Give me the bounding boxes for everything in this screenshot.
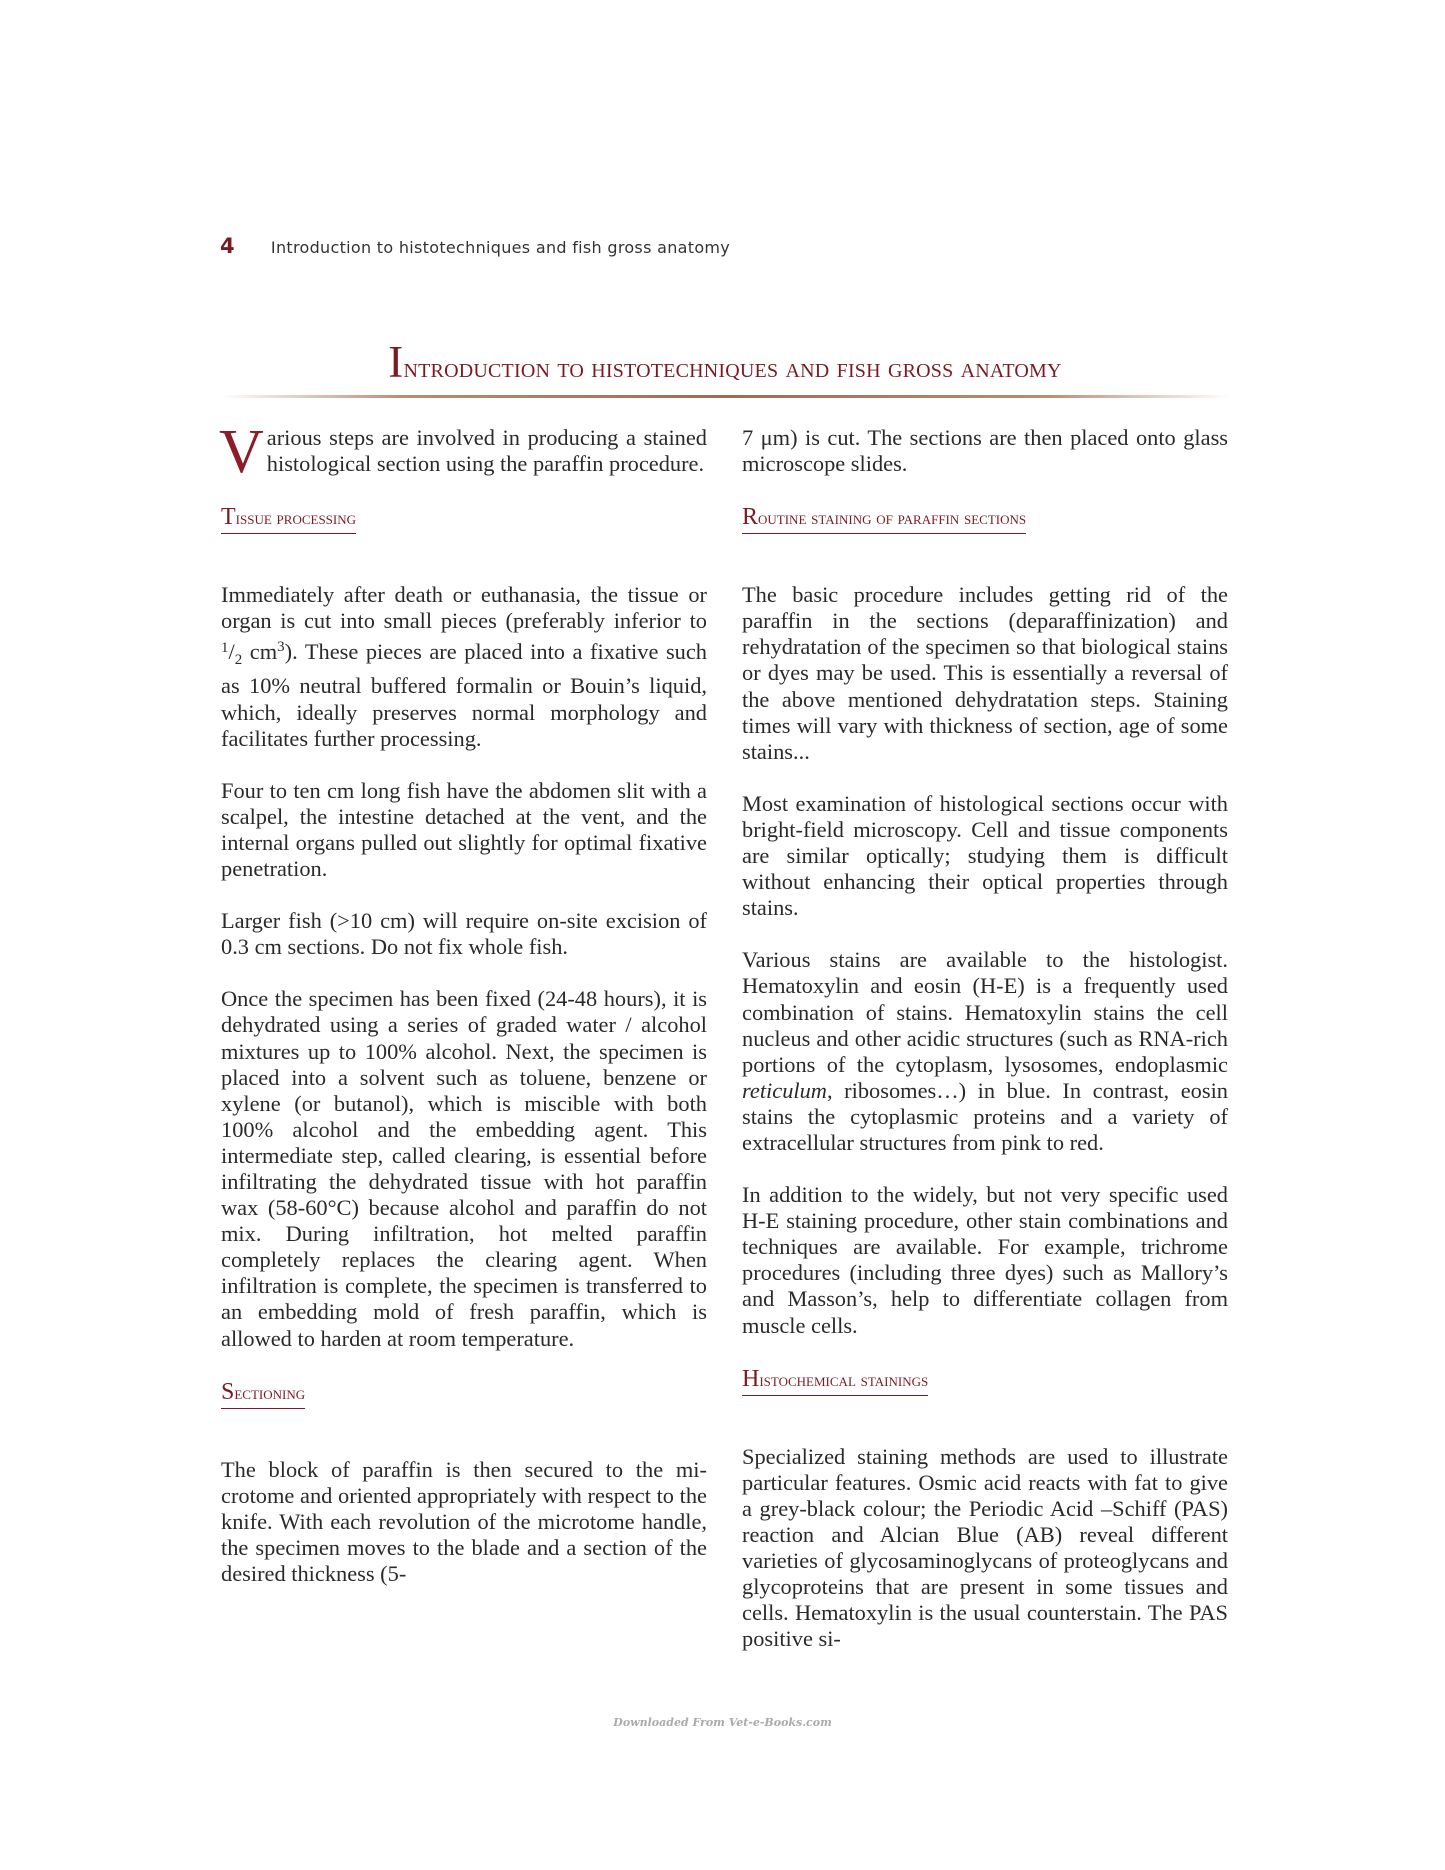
text-run: Immediately after death or euthanasia, the tissue or organ is cut into small pieces (preferably inferior to (221, 582, 707, 634)
paragraph-dehydration: Once the specimen has been fixed (24-48 hours), it is dehydrated using a series of graded water / alcohol mixtures up to 100% alcohol. Next, the specimen is placed into a solvent such as toluene, benzene or xylene (or butanol), which is miscible with both 100% alcohol and the embedding agent. This intermediate step, called clearing, is essential before infiltrating the dehydrated tissue with hot paraffin wax (58-60°C) because alcohol and paraffin do not mix. During infiltration, hot melted paraffin completely replaces the clearing agent. When infiltration is complete, the specimen is transferred to an embedding mold of fresh paraffin, which is allowed to harden at room temperature. (221, 986, 707, 1351)
unit: cm (242, 639, 278, 665)
heading-initial: T (221, 504, 236, 531)
text-run: Various stains are available to the histologist. Hematoxylin and eosin (H-E) is a frequently used combination of stains. Hematoxylin stains the cell nucleus and other acidic structures (such as RNA-rich portions of the cytoplasm, lysosomes, endoplasmic (742, 947, 1228, 1077)
fraction-slash: / (228, 639, 235, 665)
text-run: ). These pieces are placed into a fixative such as 10% neutral buffered formalin or Bouin’s liquid, which, ideally preserves normal morphology and facilitates further processing. (221, 639, 708, 751)
running-header (220, 234, 730, 258)
heading-histochemical-wrap (742, 1365, 1228, 1422)
chapter-title-initial: I (388, 337, 404, 387)
heading-initial: S (221, 1378, 235, 1405)
heading-tissue-processing-wrap (221, 503, 707, 560)
paragraph-deparaffinization: The basic procedure includes getting rid of the paraffin in the sections (deparaffinization) and rehydratation of the specimen so that biological stains or dyes may be used. This is essentially a reversal of the above mentioned dehydratation steps. Staining times will vary with thickness of section, age of some stains... (742, 582, 1228, 764)
fraction-numerator: 1 (221, 640, 229, 657)
heading-tissue-processing (221, 503, 356, 534)
intro-paragraph (219, 418, 707, 486)
text-run: , ribosomes…) in blue. In contrast, eosin stains the cytoplasmic proteins and a variety of extracellular structures from pink to red. (742, 1077, 1228, 1155)
paragraph-trichrome: In addition to the widely, but not very specific used H-E staining procedure, other stain combinations and techniques are available. For example, trichrome procedures (including three dyes) such as Mallory’s and Masson’s, help to differentiate collagen from muscle cells. (742, 1182, 1228, 1338)
drop-cap: V (219, 418, 264, 486)
chapter-title (220, 336, 1230, 388)
left-column (219, 418, 708, 1613)
footer-watermark: Downloaded From Vet-e-Books.com (613, 1716, 832, 1729)
fraction-denominator: 2 (234, 652, 243, 669)
paragraph-fixation (221, 582, 707, 752)
paragraph-large-fish: Larger fish (>10 cm) will require on-site excision of 0.3 cm sections. Do not fix whole fish. (221, 908, 707, 960)
chapter-title-rest: ntroduction to histotechniques and fish gross anatomy (403, 353, 1062, 384)
paragraph-small-fish: Four to ten cm long fish have the abdomen slit with a scalpel, the intestine detached at the vent, and the internal organs pulled out slightly for optimal fixative penetration. (221, 777, 707, 882)
heading-sectioning (221, 1378, 305, 1409)
superscript: 3 (277, 639, 285, 656)
heading-rest: ectioning (234, 1382, 306, 1404)
heading-routine-staining-wrap (742, 503, 1228, 560)
heading-rest: outine staining of paraffin sections (758, 508, 1027, 530)
paragraph-microtome: The block of paraffin is then secured to the microtome and oriented appropriately with respect to the knife. With each revolution of the microtome handle, the specimen moves to the blade and a section of the desired thickness (5- (221, 1456, 707, 1586)
paragraph-cut: 7 μm) is cut. The sections are then placed onto glass microscope slides. (742, 425, 1228, 477)
title-divider (220, 395, 1230, 398)
paragraph-microscopy: Most examination of histological sections occur with bright-field microscopy. Cell and tissue components are similar optically; studying them is difficult without enhancing their optical properties through stains. (742, 790, 1228, 921)
running-title: Introduction to histotechniques and fish gross anatomy (270, 238, 731, 257)
page-number: 4 (220, 234, 235, 258)
heading-routine-staining (742, 503, 1026, 534)
heading-sectioning-wrap (221, 1378, 707, 1435)
paragraph-he-stains (742, 947, 1228, 1156)
heading-initial: H (742, 1365, 760, 1392)
heading-rest: istochemical stainings (759, 1369, 929, 1391)
right-column (742, 425, 1228, 1678)
heading-histochemical (742, 1365, 928, 1396)
italic-term: reticulum (742, 1077, 827, 1103)
paragraph-specialized-staining: Specialized staining methods are used to illustrate particular features. Osmic acid reacts with fat to give a grey-black colour; the Periodic Acid –Schiff (PAS) reaction and Alcian Blue (AB) reveal different varieties of glycosaminoglycans of proteoglycans and glycoproteins that are present in some tissues and cells. Hematoxylin is the usual counterstain. The PAS positive si- (742, 1443, 1228, 1652)
heading-initial: R (742, 504, 759, 531)
intro-text: arious steps are involved in producing a stained histological section using the paraffin procedure. (266, 425, 707, 477)
heading-rest: issue processing (235, 508, 357, 530)
